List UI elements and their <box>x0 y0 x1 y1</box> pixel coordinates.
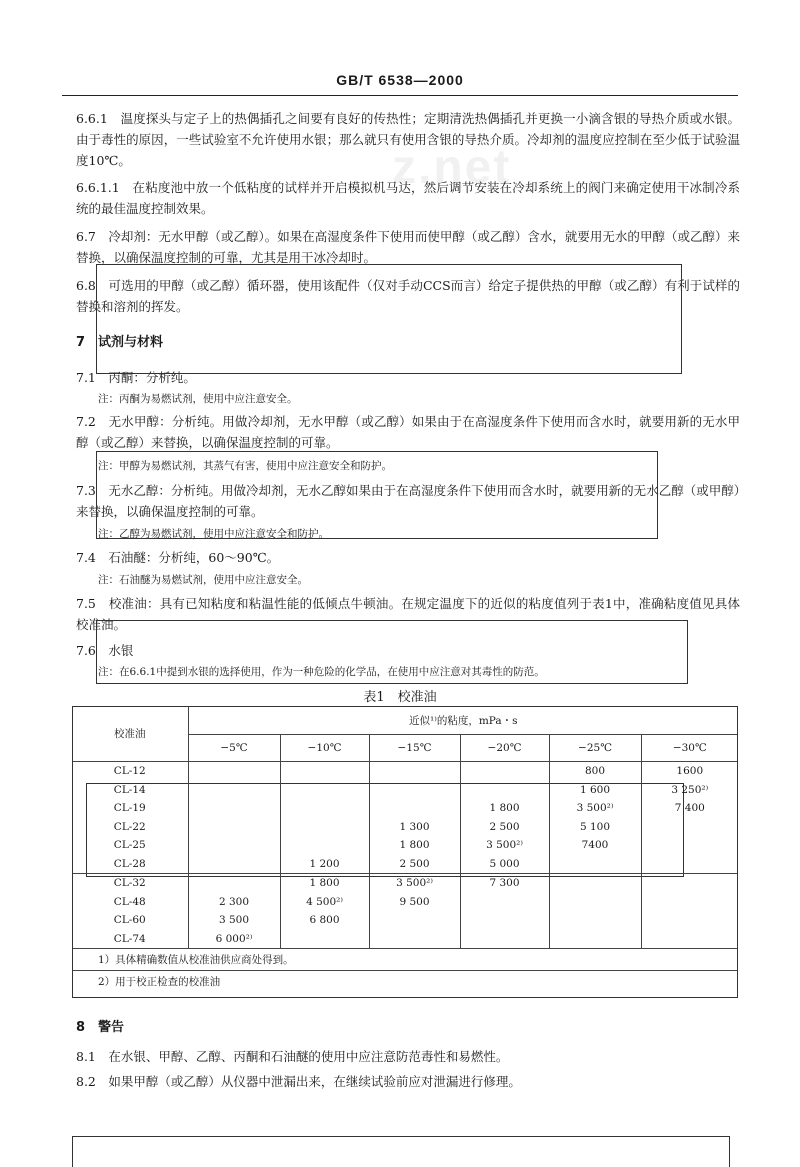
viscosity-cell <box>549 855 641 874</box>
viscosity-cell: 5 000 <box>460 855 549 874</box>
table-row <box>72 855 738 874</box>
viscosity-cell: 3 250²⁾ <box>671 783 709 796</box>
table-body <box>72 762 738 949</box>
clause-6-7: 6.7 冷却剂：无水甲醇（或乙醇）。如果在高湿度条件下使用而使甲醇（或乙醇）含水，就要用无水的甲醇（或乙醇）来替换，以确保温度控制的可靠，尤其是用干冰冷却时。 <box>76 229 740 265</box>
oil-name-cell: CL-25 <box>72 836 188 855</box>
clause-7-2: 7.2 无水甲醇：分析纯。用做冷却剂，无水甲醇（或乙醇）如果由于在高湿度条件下使用而含水时，就要用新的无水甲醇（或乙醇）来替换，以确保温度控制的可靠。 <box>76 414 740 450</box>
viscosity-cell <box>369 930 460 949</box>
clause-7-5: 7.5 校准油：具有已知粘度和粘温性能的低倾点牛顿油。在规定温度下的近似的粘度值列于表1中，准确粘度值见具体校准油。 <box>76 596 740 632</box>
viscosity-cell <box>188 818 280 837</box>
viscosity-cell <box>369 911 460 930</box>
viscosity-cell: 7400 <box>549 836 641 855</box>
viscosity-cell: 7 400 <box>674 802 705 815</box>
header-viscosity-group: 近似¹⁾的粘度，mPa・s <box>188 706 738 735</box>
note-7-4: 注：石油醚为易燃试剂，使用中应注意安全。 <box>98 574 308 586</box>
header-temp-1: −10℃ <box>280 735 369 762</box>
clause-7-1: 7.1 丙酮：分析纯。 <box>76 370 196 385</box>
header-oil-name: 校准油 <box>72 706 188 762</box>
table-row <box>72 799 738 818</box>
viscosity-cell: 3 500²⁾ <box>549 799 641 818</box>
viscosity-cell <box>460 893 549 912</box>
viscosity-cell: 5 100 <box>549 818 641 837</box>
viscosity-cell: 3 500 <box>188 911 280 930</box>
viscosity-cell <box>280 762 369 781</box>
viscosity-cell: 6 800 <box>280 911 369 930</box>
viscosity-cell: 1 300 <box>369 818 460 837</box>
viscosity-cell <box>369 799 460 818</box>
section-8-title: 8 警告 <box>76 1020 125 1035</box>
viscosity-cell <box>280 836 369 855</box>
viscosity-cell <box>369 781 460 800</box>
header-temp-4: −25℃ <box>549 735 641 762</box>
clause-7-3: 7.3 无水乙醇：分析纯。用做冷却剂，无水乙醇如果由于在高湿度条件下使用而含水时，就要用新的无水乙醇（或甲醇）来替换，以确保温度控制的可靠。 <box>76 483 740 519</box>
table-row <box>72 930 738 949</box>
viscosity-cell: 1 200 <box>280 855 369 874</box>
viscosity-cell: 3 500²⁾ <box>460 836 549 855</box>
note-7-3: 注：乙醇为易燃试剂，使用中应注意安全和防护。 <box>98 528 329 540</box>
oil-name-cell: CL-22 <box>72 818 188 837</box>
viscosity-cell <box>549 874 641 893</box>
viscosity-cell <box>549 911 641 930</box>
viscosity-cell <box>641 930 738 949</box>
header-temp-5: −30℃ <box>641 735 738 762</box>
viscosity-cell <box>641 874 738 893</box>
header-temp-0: −5℃ <box>188 735 280 762</box>
viscosity-cell <box>641 855 738 874</box>
viscosity-cell <box>641 818 738 837</box>
viscosity-cell: 4 500²⁾ <box>280 893 369 912</box>
viscosity-cell: 9 500 <box>369 893 460 912</box>
table-row <box>72 893 738 912</box>
clause-6-8: 6.8 可选用的甲醇（或乙醇）循环器，使用该配件（仅对手动CCS而言）给定子提供热的甲醇（或乙醇）有利于试样的替换和溶剂的挥发。 <box>76 278 740 314</box>
header-temp-2: −15℃ <box>369 735 460 762</box>
clause-6-6-1-1: 6.6.1.1 在粘度池中放一个低粘度的试样并开启模拟机马达，然后调节安装在冷却系统上的阀门来确定使用干冰制冷系统的最佳温度控制效果。 <box>76 180 740 216</box>
viscosity-cell <box>549 893 641 912</box>
viscosity-cell <box>369 762 460 781</box>
viscosity-cell: 1 800 <box>280 874 369 893</box>
note-7-6: 注：在6.6.1中提到水银的选择使用，作为一种危险的化学品，在使用中应注意对其毒性的防范。 <box>98 666 545 678</box>
viscosity-cell <box>460 930 549 949</box>
viscosity-cell <box>188 762 280 781</box>
viscosity-cell <box>188 836 280 855</box>
viscosity-cell <box>641 911 738 930</box>
table-footnote-2: 2）用于校正检查的校准油 <box>72 971 738 993</box>
viscosity-cell <box>549 930 641 949</box>
watermark: z.net <box>392 141 512 194</box>
oil-name-cell: CL-28 <box>72 855 188 874</box>
viscosity-cell <box>188 799 280 818</box>
section-7-title: 7 试剂与材料 <box>76 335 164 350</box>
viscosity-cell <box>641 893 738 912</box>
viscosity-cell: 6 000²⁾ <box>188 930 280 949</box>
viscosity-cell: 1 800 <box>460 799 549 818</box>
viscosity-cell <box>641 836 738 855</box>
clause-8-1: 8.1 在水银、甲醇、乙醇、丙酮和石油醚的使用中应注意防范毒性和易燃性。 <box>76 1049 509 1064</box>
viscosity-cell <box>280 930 369 949</box>
oil-name-cell: CL-14 <box>72 781 188 800</box>
viscosity-cell: 1 800 <box>369 836 460 855</box>
viscosity-cell <box>188 781 280 800</box>
oil-name-cell: CL-74 <box>72 930 188 949</box>
table-row <box>72 762 738 781</box>
viscosity-cell <box>280 799 369 818</box>
viscosity-cell <box>460 781 549 800</box>
viscosity-cell <box>460 911 549 930</box>
viscosity-cell <box>188 855 280 874</box>
oil-name-cell: CL-32 <box>72 874 188 893</box>
viscosity-cell: 3 500²⁾ <box>369 874 460 893</box>
clause-7-4: 7.4 石油醚：分析纯，60～90℃。 <box>76 550 280 565</box>
note-7-2: 注：甲醇为易燃试剂，其蒸气有害，使用中应注意安全和防护。 <box>98 460 392 472</box>
viscosity-cell: 7 300 <box>460 874 549 893</box>
oil-name-cell: CL-19 <box>72 799 188 818</box>
standard-code-header: GB/T 6538—2000 <box>336 72 464 88</box>
note-7-1: 注：丙酮为易燃试剂，使用中应注意安全。 <box>98 393 298 405</box>
viscosity-cell: 2 300 <box>188 893 280 912</box>
table-row <box>72 818 738 837</box>
table-row <box>72 836 738 855</box>
table-row <box>72 874 738 893</box>
viscosity-cell <box>280 781 369 800</box>
clause-6-6-1: 6.6.1 温度探头与定子上的热偶插孔之间要有良好的传热性；定期清洗热偶插孔并更换一小滴含银的导热介质或水银。由于毒性的原因，一些试验室不允许使用水银；那么就只有使用含银的导热介质。冷却剂的温度应控制在至少低于试验温度10℃。 <box>76 111 740 168</box>
header-rule <box>62 95 738 96</box>
viscosity-cell: 1600 <box>676 765 704 778</box>
header-temp-3: −20℃ <box>460 735 549 762</box>
viscosity-cell: 1 600 <box>549 781 641 800</box>
clause-8-2: 8.2 如果甲醇（或乙醇）从仪器中泄漏出来，在继续试验前应对泄漏进行修理。 <box>76 1074 521 1089</box>
oil-name-cell: CL-12 <box>72 762 188 781</box>
viscosity-cell <box>460 762 549 781</box>
table-footnote-1: 1）具体精确数值从校准油供应商处得到。 <box>72 949 738 971</box>
oil-name-cell: CL-48 <box>72 893 188 912</box>
viscosity-cell: 800 <box>549 762 641 781</box>
oil-name-cell: CL-60 <box>72 911 188 930</box>
table-row <box>72 781 738 800</box>
viscosity-cell <box>188 874 280 893</box>
calibration-oil-table <box>72 706 738 992</box>
clause-7-6: 7.6 水银 <box>76 643 134 658</box>
table-caption: 表1 校准油 <box>363 690 437 705</box>
viscosity-cell: 2 500 <box>369 855 460 874</box>
table-row <box>72 911 738 930</box>
viscosity-cell <box>280 818 369 837</box>
viscosity-cell: 2 500 <box>460 818 549 837</box>
